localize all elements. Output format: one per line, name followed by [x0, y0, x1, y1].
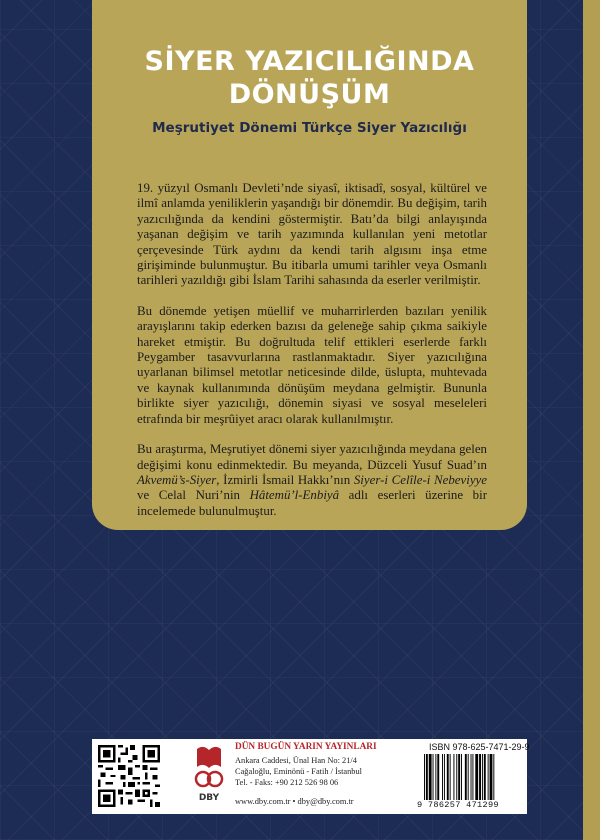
blurb-paragraph-1: 19. yüzyıl Osmanlı Devleti’nde siyasî, iktisadî, sosyal, kültürel ve ilmî anlamda yeniliklerin yaşandığı bir dönemdir. Bu değişim, tarih yazıcılığında da kendini göstermiştir. Batı’da bilgi anlayışında yaşanan değişim ve tarih yazımında kullanılan yeni metotlar çerçevesinde Türk aydını da kendi tarih algısını inşa etme girişiminde bulunmuştur. Bu itibarla umumi tarihler veya Osmanlı tarihleri yazıldığı gibi İslam Tarihi sahasında da eserler verilmiştir.	[137, 181, 487, 288]
barcode-bar	[479, 754, 481, 800]
barcode-bar	[456, 754, 457, 800]
publisher-phone: Tel. - Faks: +90 212 526 98 06	[235, 778, 339, 787]
barcode-bar	[429, 754, 432, 800]
book-ref-akvemu: Akvemü’s-Siyer	[137, 472, 217, 487]
barcode-bar	[458, 754, 460, 800]
barcode-bar	[437, 754, 439, 800]
barcode-bar	[433, 754, 434, 800]
barcode-bar	[490, 754, 493, 800]
book-subtitle: Meşrutiyet Dönemi Türkçe Siyer Yazıcılığı	[152, 120, 467, 136]
publisher-logo-icon	[192, 745, 226, 803]
blurb-paragraph-2: Bu dönemde yetişen müellif ve muharrirlerden bazıları yenilik arayışlarını takip ederken bazısı da geleneğe sahip çıkma saikiyle hareket etmiştir. Bu doğrultuda telif ettikleri eserlerde farklı Peygamber tasavvurlarına rastlanmaktadır. Siyer yazıcılığına uyarlanan bilimsel metotlar neticesinde dilde, üslupta, muhtevada ve kaynak kullanımında dönüşüm meydana gelmiştir. Bununla birlikte siyer yazıcılığı, dönemin siyasi ve sosyal meseleleri etrafında bir meşrûiyet aracı olarak kullanılmıştır.	[137, 303, 487, 426]
barcode-bar	[475, 754, 478, 800]
barcode-bar	[493, 754, 494, 800]
blurb-text: ve Celal Nuri’nin	[137, 488, 250, 503]
barcode-digits: 9 786257 471299	[417, 800, 499, 810]
barcode-bar	[461, 754, 462, 800]
book-ref-siyer-i-celile: Siyer-i Celîle-i Nebeviyye	[353, 472, 487, 487]
blurb-text: adlı eserleri üzerine bir incelemede bulunulmuştur.	[137, 488, 487, 518]
barcode-bar	[488, 754, 489, 800]
publisher-logo-text: DBY	[198, 793, 220, 803]
barcode-bar	[471, 754, 472, 800]
gold-panel	[92, 0, 527, 530]
book-ref-hatemul-enbiya: Hâtemü’l-Enbiyâ	[249, 488, 340, 503]
barcode-bar	[426, 754, 428, 800]
publisher-web-email: www.dby.com.tr • dby@dby.com.tr	[235, 797, 354, 806]
barcode-bar	[472, 754, 473, 800]
barcode-bar	[484, 754, 486, 800]
blurb-text: Bu araştırma, Meşrutiyet dönemi siyer yazıcılığında meydana gelen değişimi konu edinmektedir. Bu meyanda, Düzceli Yusuf Suad’ın	[137, 442, 487, 472]
barcode-bar	[442, 754, 443, 800]
publisher-address-line-1: Ankara Caddesi, Ünal Han No: 21/4	[235, 756, 357, 765]
qr-code-icon	[98, 745, 160, 807]
barcode-bar	[444, 754, 445, 800]
publisher-info-box	[92, 739, 530, 814]
publisher-address-line-2: Cağaloğlu, Eminönü - Fatih / İstanbul	[235, 767, 363, 776]
blurb-paragraph-3	[137, 442, 487, 519]
barcode-bar	[447, 754, 449, 800]
barcode-bar	[468, 754, 469, 800]
spine-strip	[583, 0, 600, 840]
blurb-text: , İzmirli İsmail Hakkı’nın	[216, 472, 354, 487]
barcode-bar	[482, 754, 483, 800]
barcode-bar	[453, 754, 454, 800]
isbn-barcode	[422, 754, 522, 800]
barcode-bar	[465, 754, 467, 800]
barcode-bar	[435, 754, 436, 800]
publisher-name: DÜN BUGÜN YARIN YAYINLARI	[235, 742, 377, 752]
barcode-bar	[450, 754, 451, 800]
isbn-label: ISBN 978-625-7471-29-9	[429, 742, 530, 752]
book-title-line-1: SİYER YAZICILIĞINDA	[144, 46, 475, 77]
blurb	[137, 181, 487, 534]
barcode-bar	[424, 754, 425, 800]
book-title-line-2: DÖNÜŞÜM	[228, 79, 391, 110]
